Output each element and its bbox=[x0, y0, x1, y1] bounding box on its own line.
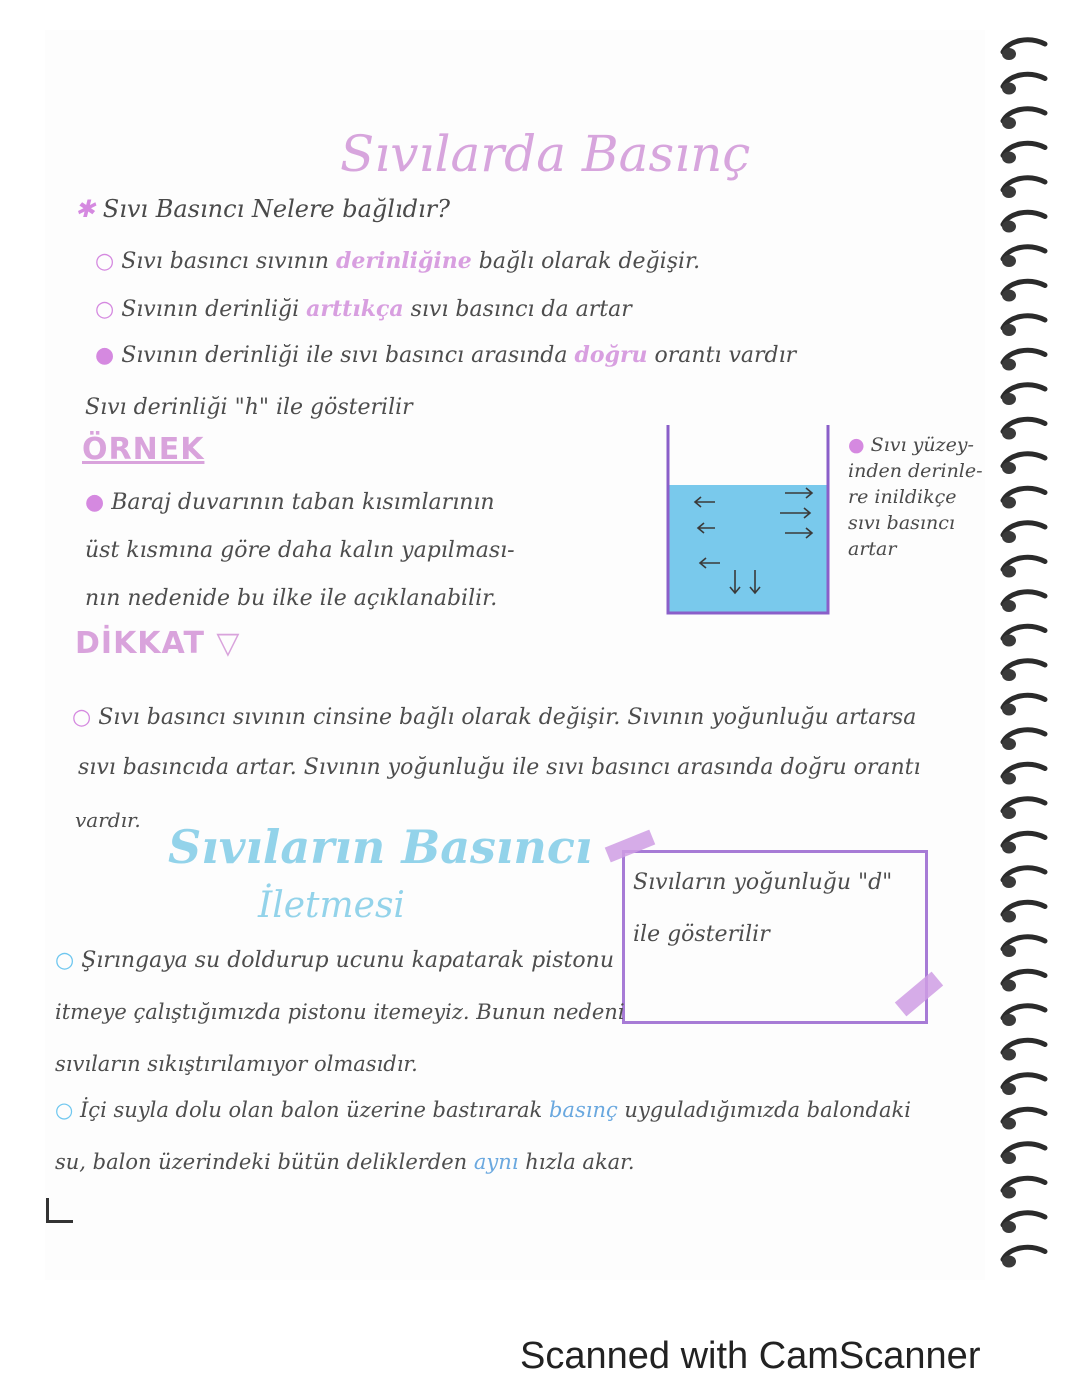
attention-line-2: sıvı basıncıda artar. Sıvının yoğunluğu ile sıvı basıncı arasında doğru orantı bbox=[78, 755, 921, 780]
circle-bullet-icon: ○ bbox=[95, 297, 115, 322]
spiral-ring bbox=[1002, 1040, 1045, 1060]
section-title: Sıvıların Basıncı bbox=[168, 820, 593, 874]
spiral-binding bbox=[995, 30, 1055, 1270]
spiral-ring bbox=[1002, 454, 1045, 474]
spiral-ring bbox=[1002, 316, 1045, 336]
spiral-ring bbox=[1002, 523, 1045, 543]
circle-bullet-icon: ○ bbox=[72, 705, 92, 730]
attention-label: DİKKAT ▽ bbox=[75, 626, 241, 661]
warning-icon: ▽ bbox=[216, 626, 241, 661]
dot-bullet-icon: ● bbox=[85, 490, 105, 515]
syringe-line-2: itmeye çalıştığımızda pistonu itemeyiz. Bunun nedeni bbox=[55, 1000, 625, 1024]
attention-line-3: vardır. bbox=[75, 808, 141, 832]
spiral-ring bbox=[1002, 419, 1045, 439]
spiral-ring bbox=[1002, 626, 1045, 646]
spiral-ring bbox=[1002, 178, 1045, 198]
spiral-ring bbox=[1002, 764, 1045, 784]
spiral-ring bbox=[1002, 902, 1045, 922]
section-subtitle: İletmesi bbox=[258, 885, 405, 926]
balloon-line-2: su, balon üzerindeki bütün deliklerden aynı hızla akar. bbox=[55, 1150, 635, 1174]
spiral-ring bbox=[1002, 74, 1045, 94]
side-note: ● Sıvı yüzey- inden derinle- re inildikçe sıvı basıncı artar bbox=[848, 434, 983, 560]
spiral-ring bbox=[1002, 488, 1045, 508]
circle-bullet-icon: ● bbox=[95, 343, 115, 368]
density-line-2: ile gösterilir bbox=[633, 922, 770, 947]
density-line-1: Sıvıların yoğunluğu "d" bbox=[633, 870, 893, 895]
spiral-ring bbox=[1002, 350, 1045, 370]
water-fill bbox=[668, 485, 828, 613]
depth-note: Sıvı derinliği "h" ile gösterilir bbox=[85, 395, 413, 420]
spiral-ring bbox=[1002, 661, 1045, 681]
page-title: Sıvılarda Basınç bbox=[340, 125, 751, 183]
spiral-ring bbox=[1002, 730, 1045, 750]
spiral-ring bbox=[1002, 937, 1045, 957]
spiral-ring bbox=[1002, 695, 1045, 715]
spiral-ring bbox=[1002, 109, 1045, 129]
example-line-1: ● Baraj duvarının taban kısımlarının bbox=[85, 490, 495, 515]
spiral-ring bbox=[1002, 799, 1045, 819]
spiral-ring bbox=[1002, 592, 1045, 612]
attention-line-1: ○ Sıvı basıncı sıvının cinsine bağlı olarak değişir. Sıvının yoğunluğu artarsa bbox=[72, 705, 917, 730]
spiral-ring bbox=[1002, 281, 1045, 301]
spiral-ring bbox=[1002, 557, 1045, 577]
spiral-ring bbox=[1002, 1178, 1045, 1198]
circle-bullet-icon: ○ bbox=[95, 249, 115, 274]
spiral-ring bbox=[1002, 971, 1045, 991]
bullet-1: ○ Sıvı basıncı sıvının derinliğine bağlı olarak değişir. bbox=[95, 248, 701, 274]
question-text: Sıvı Basıncı Nelere bağlıdır? bbox=[102, 195, 451, 223]
syringe-line-3: sıvıların sıkıştırılamıyor olmasıdır. bbox=[55, 1052, 418, 1076]
example-line-3: nın nedenide bu ilke ile açıklanabilir. bbox=[85, 586, 498, 611]
bullet-3: ● Sıvının derinliği ile sıvı basıncı arasında doğru orantı vardır bbox=[95, 342, 797, 368]
page-corner-mark bbox=[46, 1198, 73, 1223]
spiral-ring bbox=[1002, 40, 1045, 60]
syringe-line-1: ○ Şırıngaya su doldurup ucunu kapatarak pistonu bbox=[55, 948, 614, 973]
liquid-container-diagram bbox=[660, 425, 840, 620]
scanner-watermark: Scanned with CamScanner bbox=[520, 1335, 981, 1377]
spiral-ring bbox=[1002, 1144, 1045, 1164]
bullet-2: ○ Sıvının derinliği arttıkça sıvı basıncı da artar bbox=[95, 296, 632, 322]
example-line-2: üst kısmına göre daha kalın yapılması- bbox=[85, 538, 515, 563]
spiral-ring bbox=[1002, 1247, 1045, 1267]
spiral-ring bbox=[1002, 143, 1045, 163]
spiral-ring bbox=[1002, 385, 1045, 405]
spiral-ring bbox=[1002, 247, 1045, 267]
spiral-ring bbox=[1002, 212, 1045, 232]
spiral-ring bbox=[1002, 1213, 1045, 1233]
circle-bullet-icon: ○ bbox=[55, 1098, 74, 1122]
example-label: ÖRNEK bbox=[82, 432, 205, 467]
star-icon: ✱ bbox=[75, 195, 96, 223]
spiral-ring bbox=[1002, 833, 1045, 853]
circle-bullet-icon: ○ bbox=[55, 948, 75, 973]
balloon-line-1: ○ İçi suyla dolu olan balon üzerine bastırarak basınç uyguladığımızda balondaki bbox=[55, 1098, 911, 1122]
question-heading bbox=[75, 195, 450, 223]
spiral-ring bbox=[1002, 1075, 1045, 1095]
spiral-ring bbox=[1002, 868, 1045, 888]
spiral-ring bbox=[1002, 1006, 1045, 1026]
spiral-ring bbox=[1002, 1109, 1045, 1129]
